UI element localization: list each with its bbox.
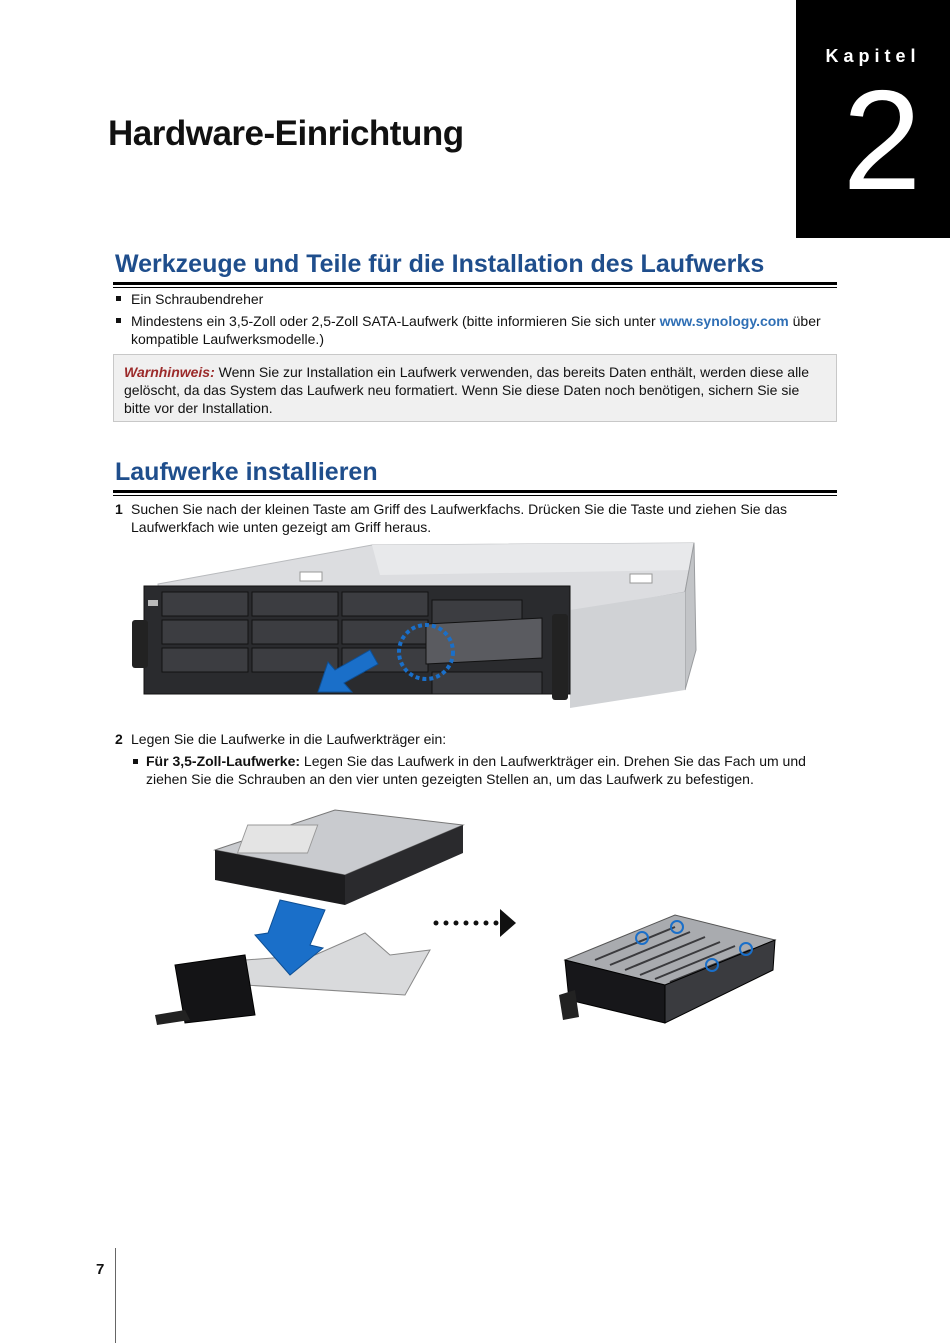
warning-box	[113, 354, 837, 422]
list-item-text: über kompatible Laufwerksmodelle.)	[131, 313, 821, 347]
section-title-install: Laufwerke installieren	[115, 458, 378, 486]
synology-link[interactable]: www.synology.com	[659, 313, 789, 329]
tools-list	[113, 290, 833, 352]
chapter-tab	[796, 0, 950, 238]
nas-drive-tray-illustration	[130, 540, 700, 720]
bullet-icon	[116, 296, 121, 301]
list-item-text: Ein Schraubendreher	[131, 291, 264, 307]
step-number: 2	[115, 731, 123, 747]
list-item	[113, 290, 833, 308]
warning-text: Wenn Sie zur Installation ein Laufwerk verwenden, das bereits Daten enthält, werden diese alle gelöscht, da das System das Laufwerk neu formatiert. Wenn Sie diese Daten noch benötigen, sichern Sie sie bitte vor der Installation.	[124, 364, 810, 416]
tray-screw-positions-illustration	[555, 905, 785, 1030]
step-2	[113, 730, 833, 748]
bullet-icon	[133, 759, 138, 764]
chapter-label: Kapitel	[825, 46, 921, 66]
chapter-number: 2	[842, 61, 922, 220]
list-item	[113, 312, 833, 348]
chapter-title: Hardware-Einrichtung	[108, 114, 464, 153]
bullet-icon	[116, 318, 121, 323]
warning-label: Warnhinweis:	[124, 364, 215, 380]
sub-item-text: Legen Sie das Laufwerk in den Laufwerkträger ein. Drehen Sie das Fach um und ziehen Sie die Schrauben an den vier unten gezeigten Stellen an, um das Laufwerk zu befestigen.	[146, 753, 806, 787]
drive-into-tray-illustration	[145, 805, 475, 1030]
page-number: 7	[96, 1261, 105, 1278]
sub-item-label: Für 3,5-Zoll-Laufwerke:	[146, 753, 301, 769]
section-title-tools: Werkzeuge und Teile für die Installation des Laufwerks	[115, 250, 765, 278]
dotted-arrow-icon	[430, 905, 520, 941]
step-text: Legen Sie die Laufwerke in die Laufwerkträger ein:	[131, 731, 447, 747]
list-item-text: Mindestens ein 3,5-Zoll oder 2,5-Zoll SATA-Laufwerk (bitte informieren Sie sich unter	[131, 313, 660, 329]
step-number: 1	[115, 501, 123, 517]
step-1	[113, 500, 833, 536]
step-text: Suchen Sie nach der kleinen Taste am Griff des Laufwerkfachs. Drücken Sie die Taste und ziehen Sie das Laufwerkfach wie unten gezeigt am Griff heraus.	[131, 501, 788, 535]
section-rule	[113, 490, 837, 493]
sub-item-35-inch	[131, 752, 833, 788]
section-rule	[113, 282, 837, 285]
footer-divider	[115, 1248, 116, 1343]
